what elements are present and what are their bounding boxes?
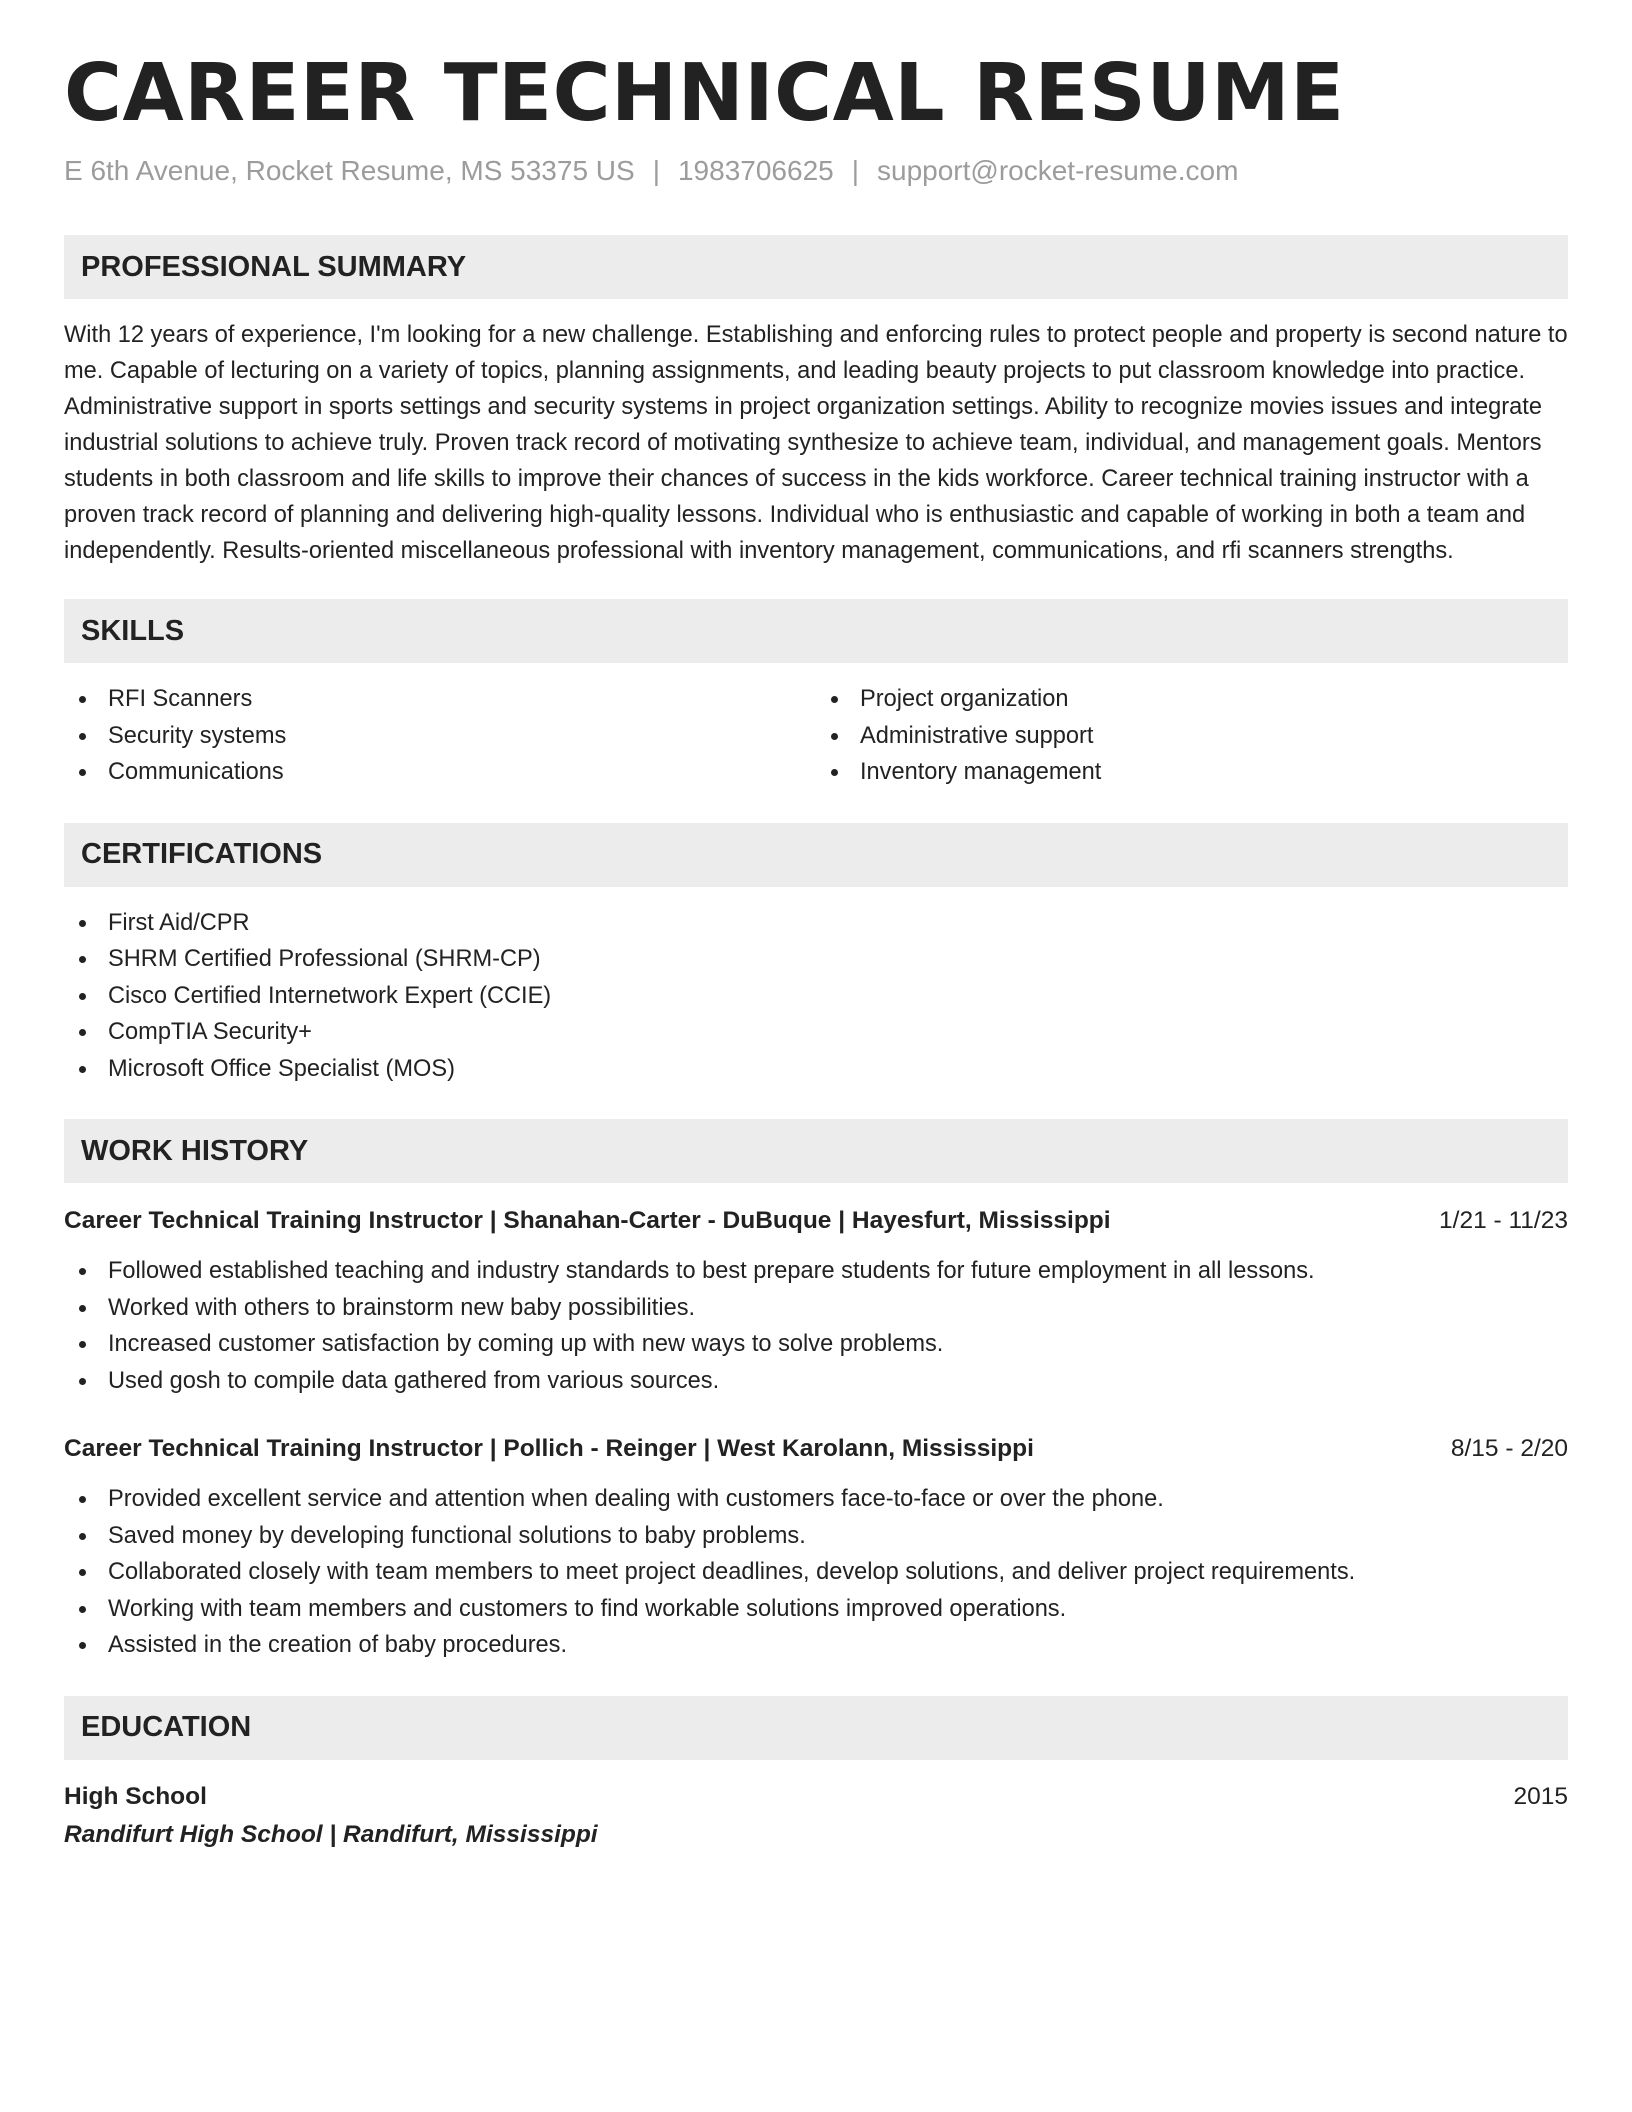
section-heading: SKILLS: [64, 599, 1568, 663]
section-skills: [64, 599, 1568, 791]
job-header: [64, 1431, 1568, 1467]
section-heading: CERTIFICATIONS: [64, 823, 1568, 887]
section-certifications: [64, 823, 1568, 1088]
resume-title: CAREER TECHNICAL RESUME: [64, 47, 1345, 139]
job-title: Career Technical Training Instructor | Shanahan-Carter - DuBuque | Hayesfurt, Mississippi: [64, 1207, 1111, 1235]
section-heading: WORK HISTORY: [64, 1119, 1568, 1183]
job-bullets: [64, 1481, 1568, 1664]
section-work-history: [64, 1119, 1568, 1664]
certifications-list: [64, 905, 1568, 1088]
job-title: Career Technical Training Instructor | Pollich - Reinger | West Karolann, Mississippi: [64, 1435, 1034, 1463]
job-bullet: Used gosh to compile data gathered from various sources.: [64, 1363, 1568, 1400]
skill-item: Project organization: [816, 681, 1568, 718]
job-bullet: Followed established teaching and industry standards to best prepare students for future employment in all lessons.: [64, 1253, 1568, 1290]
job-entry: [64, 1203, 1568, 1399]
job-bullet: Worked with others to brainstorm new baby possibilities.: [64, 1290, 1568, 1327]
contact-line: [64, 153, 1568, 189]
job-bullets: [64, 1253, 1568, 1399]
certification-item: First Aid/CPR: [64, 905, 1568, 942]
contact-separator: |: [652, 154, 660, 186]
job-bullet: Provided excellent service and attention when dealing with customers face-to-face or over the phone.: [64, 1481, 1568, 1518]
skill-item: Inventory management: [816, 754, 1568, 791]
job-dates: 1/21 - 11/23: [1439, 1207, 1568, 1235]
job-entry: [64, 1431, 1568, 1664]
contact-phone: 1983706625: [677, 154, 834, 186]
education-header: [64, 1778, 1568, 1816]
education-entry: [64, 1778, 1568, 1854]
education-year: 2015: [1513, 1782, 1568, 1810]
section-heading: PROFESSIONAL SUMMARY: [64, 235, 1568, 299]
skills-list-left: [64, 681, 816, 791]
certification-item: CompTIA Security+: [64, 1014, 1568, 1051]
skills-columns: [64, 663, 1568, 791]
education-school: Randifurt High School | Randifurt, Mississippi: [64, 1820, 598, 1848]
job-bullet: Collaborated closely with team members to meet project deadlines, develop solutions, and deliver project requirements.: [64, 1554, 1568, 1591]
summary-text: With 12 years of experience, I'm looking for a new challenge. Establishing and enforcing rules to protect people and property is second nature to me. Capable of lecturing on a variety of topics, planning assignments, and leading beauty projects to put classroom knowledge into practice. Administrative support in sports settings and security systems in project organization settings. Ability to recognize movies issues and integrate industrial solutions to achieve truly. Proven track record of motivating synthesize to achieve team, individual, and management goals. Mentors students in both classroom and life skills to improve their chances of success in the kids workforce. Career technical training instructor with a proven track record of planning and delivering high-quality lessons. Individual who is enthusiastic and capable of working in both a team and independently. Results-oriented miscellaneous professional with inventory management, communications, and rfi scanners strengths.: [64, 322, 1568, 565]
job-bullet: Saved money by developing functional solutions to baby problems.: [64, 1518, 1568, 1555]
certification-item: SHRM Certified Professional (SHRM-CP): [64, 941, 1568, 978]
contact-separator: |: [851, 154, 859, 186]
skill-item: Administrative support: [816, 718, 1568, 755]
education-degree: High School: [64, 1782, 207, 1810]
contact-address: E 6th Avenue, Rocket Resume, MS 53375 US: [64, 154, 635, 186]
skill-item: RFI Scanners: [64, 681, 816, 718]
skills-list-right: [816, 681, 1568, 791]
contact-email: support@rocket-resume.com: [877, 154, 1239, 186]
job-bullet: Working with team members and customers to find workable solutions improved operations.: [64, 1591, 1568, 1628]
job-bullet: Increased customer satisfaction by coming up with new ways to solve problems.: [64, 1326, 1568, 1363]
skill-item: Security systems: [64, 718, 816, 755]
section-heading: EDUCATION: [64, 1696, 1568, 1760]
skill-item: Communications: [64, 754, 816, 791]
certification-item: Microsoft Office Specialist (MOS): [64, 1051, 1568, 1088]
job-dates: 8/15 - 2/20: [1450, 1435, 1568, 1463]
job-header: [64, 1203, 1568, 1239]
section-education: [64, 1696, 1568, 1854]
certification-item: Cisco Certified Internetwork Expert (CCIE): [64, 978, 1568, 1015]
job-bullet: Assisted in the creation of baby procedures.: [64, 1627, 1568, 1664]
section-professional-summary: [64, 235, 1568, 569]
